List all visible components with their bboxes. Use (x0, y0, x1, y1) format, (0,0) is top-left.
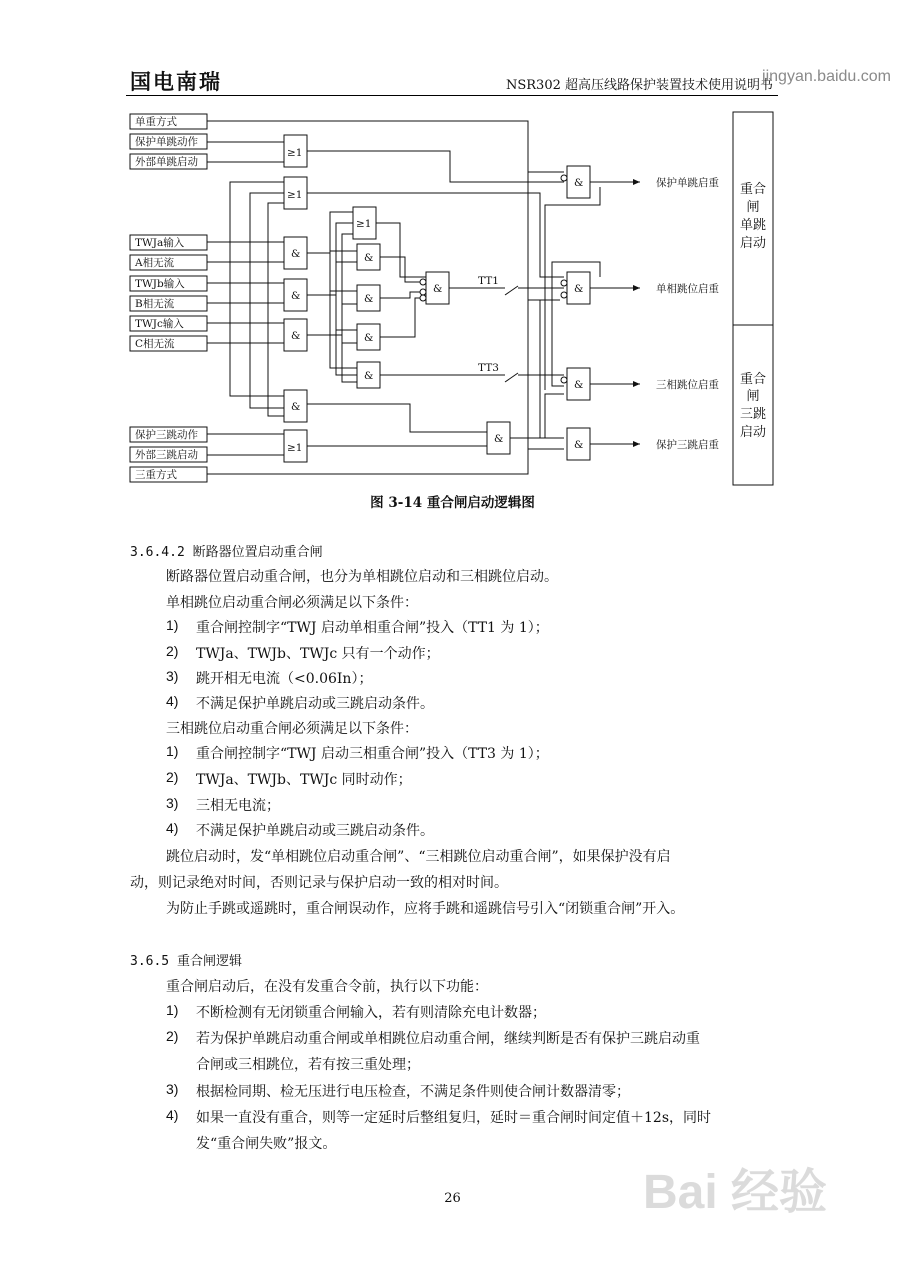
gate-symbol: & (291, 330, 301, 342)
input-label: 保护三跳动作 (135, 429, 198, 441)
paragraph: 单相跳位启动重合闸必须满足以下条件： (166, 595, 418, 611)
input-label: TWJa输入 (135, 237, 185, 249)
output-label: 单相跳位启重 (656, 283, 719, 295)
baidu-watermark-logo (643, 1150, 853, 1240)
paragraph: 为防止手跳或遥跳时，重合闸误动作，应将手跳和遥跳信号引入“闭锁重合闸”开入。 (166, 901, 685, 917)
gate-symbol: & (494, 433, 504, 445)
gate-symbol: & (574, 283, 584, 295)
gate-symbol: & (364, 252, 374, 264)
figure-caption: 图 3-14 重合闸启动逻辑图 (370, 495, 535, 511)
svg-text:Bai 经验: Bai 经验 (643, 1166, 828, 1219)
input-label: 保护单跳动作 (135, 136, 198, 148)
gate-symbol: & (291, 401, 301, 413)
switch-label-tt3: TT3 (478, 362, 499, 374)
paragraph: 重合闸启动后，在没有发重合令前，执行以下功能： (166, 979, 488, 995)
input-label: 单重方式 (135, 116, 177, 128)
block-label-three: 重合闸三跳启动 (739, 372, 767, 440)
input-label: TWJb输入 (135, 278, 185, 290)
input-label: A相无流 (135, 257, 175, 269)
input-label: B相无流 (135, 298, 175, 310)
gate-symbol: & (291, 290, 301, 302)
gate-symbol: & (433, 283, 443, 295)
watermark-url: jingyan.baidu.com (762, 68, 891, 85)
input-label: 外部三跳启动 (135, 449, 198, 461)
gate-symbol: ≥1 (287, 442, 303, 454)
gate-symbol: & (364, 370, 374, 382)
page-number: 26 (444, 1191, 461, 1206)
brand-logo: 国电南瑞 (130, 69, 222, 94)
block-label-single: 重合闸单跳启动 (739, 182, 767, 251)
gate-symbol: ≥1 (287, 189, 303, 201)
paragraph: 动，则记录绝对时间，否则记录与保护启动一致的相对时间。 (130, 875, 508, 891)
paragraph: 断路器位置启动重合闸，也分为单相跳位启动和三相跳位启动。 (166, 569, 558, 585)
input-label: TWJc输入 (135, 318, 184, 330)
paragraph: 三相跳位启动重合闸必须满足以下条件： (166, 721, 418, 737)
document-title: NSR302 超高压线路保护装置技术使用说明书 (505, 78, 773, 93)
paragraph: 跳位启动时，发“单相跳位启动重合闸”、“三相跳位启动重合闸”，如果保护没有启 (166, 849, 671, 865)
input-label: 外部单跳启动 (135, 156, 198, 168)
gate-symbol: & (574, 177, 584, 189)
output-label: 保护单跳启重 (656, 177, 719, 189)
gate-symbol: & (364, 293, 374, 305)
input-label: 三重方式 (135, 469, 177, 481)
gate-symbol: & (291, 248, 301, 260)
gate-symbol: & (364, 332, 374, 344)
section-heading-365: 3.6.5 重合闸逻辑 (130, 954, 242, 969)
gate-symbol: ≥1 (287, 147, 303, 159)
block-three-start (733, 325, 773, 485)
section-heading-3642: 3.6.4.2 断路器位置启动重合闸 (130, 545, 323, 560)
document-page: 国电南瑞 NSR302 超高压线路保护装置技术使用说明书 单重方式 保护单跳动作 外部单跳启动 TWJa输入 A相无流 TWJb输入 B相无流 TWJc输入 C相无流 保护三跳动作 外部三跳启动 三重方式 ≥1 ≥1 ≥1 ≥1 & & & & & & & & & & & & & & TT1 TT3 保护单跳启重 单相跳位启重 三相跳位启重 保护三跳启重 重合闸单跳启动 重合闸三跳启动 图 3-14 重合闸启动逻辑图 3.6.4.2 断路器位置启动重合闸 断路器位置启动重合闸，也分为单相跳位启动和三相跳位启动。 单相跳位启动重合闸必须满足以下条件： 1) 重合闸控制字“TWJ 启动单相重合闸”投入（TT1 为 1）； 2) TWJa、TWJb、TWJc 只有一个动作； 3) 跳开相无电流（<0.06In）； 4) 不满足保护单跳启动或三跳启动条件。 三相跳位启动重合闸必须满足以下条件： 1) 重合闸控制字“TWJ 启动三相重合闸”投入（TT3 为 1）； 2) TWJa、TWJb、TWJc 同时动作； 3) 三相无电流； 4) 不满足保护单跳启动或三跳启动条件。 跳位启动时，发“单相跳位启动重合闸”、“三相跳位启动重合闸”，如果保护没有启 动，则记录绝对时间，否则记录与保护启动一致的相对时间。 为防止手跳或遥跳时，重合闸误动作，应将手跳和遥跳信号引入“闭锁重合闸”开入。 3.6.5 重合闸逻辑 重合闸启动后，在没有发重合令前，执行以下功能： 1) 不断检测有无闭锁重合闸输入，若有则清除充电计数器； 2) 若为保护单跳启动重合闸或单相跳位启动重合闸，继续判断是否有保护三跳启动重 合闸或三相跳位，若有按三重处理； 3) 根据检同期、检无压进行电压检查，不满足条件则使合闸计数器清零； 4) 如果一直没有重合，则等一定延时后整组复归，延时＝重合闸时间定值＋12s，同时 发“重合闸失败”报文。 26 Bai 经验 jingyan.baidu.com (0, 0, 905, 1280)
gate-symbol: & (574, 379, 584, 391)
switch-label-tt1: TT1 (478, 275, 499, 287)
input-label: C相无流 (135, 338, 175, 350)
gate-symbol: & (574, 439, 584, 451)
gate-symbol: ≥1 (356, 218, 372, 230)
output-label: 三相跳位启重 (656, 379, 719, 391)
output-label: 保护三跳启重 (656, 439, 719, 451)
